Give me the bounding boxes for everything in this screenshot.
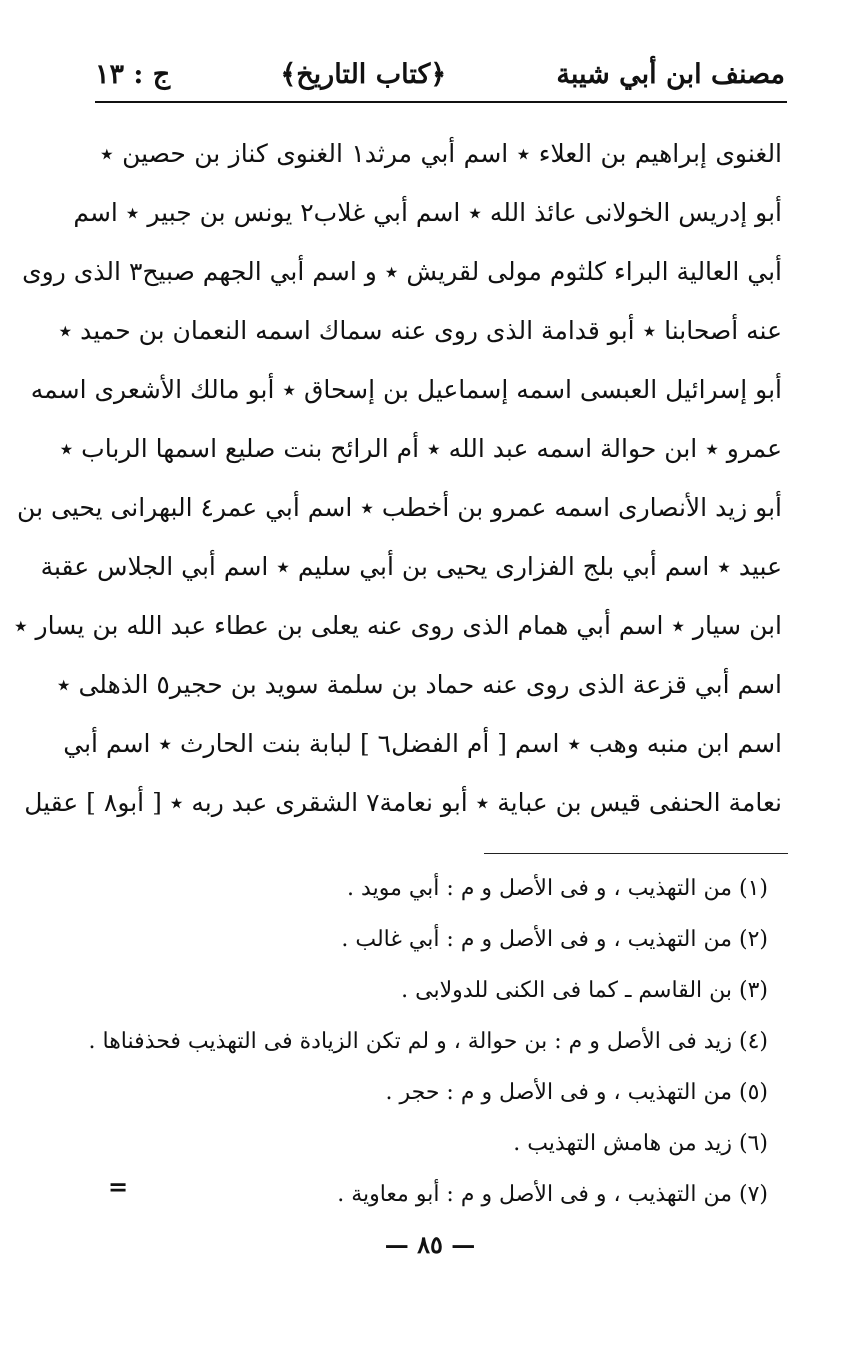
page-number: — ٨٥ — (384, 1230, 476, 1259)
main-text (13, 124, 783, 832)
text-line: عمرو ٭ ابن حوالة اسمه عبد الله ٭ أم الرائح بنت صليع اسمها الرباب ٭ (59, 434, 782, 463)
text-line: أبو زيد الأنصارى اسمه عمرو بن أخطب ٭ اسم أبي عمر٤ البهرانى يحيى بن (17, 493, 782, 522)
text-line: ابن سيار ٭ اسم أبي همام الذى روى عنه يعلى بن عطاء عبد الله بن يسار ٭ (13, 611, 782, 640)
text-line: أبو إدريس الخولانى عائذ الله ٭ اسم أبي غلاب٢ يونس بن جبير ٭ اسم (73, 198, 782, 227)
footnote: (٣) بن القاسم ـ كما فى الكنى للدولابى . (401, 978, 768, 1003)
text-line: أبي العالية البراء كلثوم مولى لقريش ٭ و اسم أبي الجهم صبيح٣ الذى روى (22, 257, 782, 286)
book-title: مصنف ابن أبي شيبة (556, 58, 785, 90)
footnote: (١) من التهذيب ، و فى الأصل و م : أبي مويد . (347, 876, 768, 901)
footnote: (٢) من التهذيب ، و فى الأصل و م : أبي غالب . (341, 927, 768, 952)
text-line: نعامة الحنفى قيس بن عباية ٭ أبو نعامة٧ الشقرى عبد ربه ٭ [ أبو٨ ] عقيل (24, 788, 782, 817)
running-header (95, 50, 785, 98)
footnote: (٤) زيد فى الأصل و م : بن حوالة ، و لم تكن الزيادة فى التهذيب فحذفناها . (88, 1029, 768, 1054)
text-line: اسم ابن منبه وهب ٭ اسم [ أم الفضل٦ ] لبابة بنت الحارث ٭ اسم أبي (63, 729, 782, 758)
volume-number: ج : ١٣ (95, 58, 171, 90)
text-line: اسم أبي قزعة الذى روى عنه حماد بن سلمة سويد بن حجير٥ الذهلى ٭ (56, 670, 782, 699)
text-line: عنه أصحابنا ٭ أبو قدامة الذى روى عنه سماك اسمه النعمان بن حميد ٭ (58, 316, 782, 345)
footnote: (٦) زيد من هامش التهذيب . (513, 1131, 768, 1156)
footnote: (٧) من التهذيب ، و فى الأصل و م : أبو معاوية . (337, 1182, 768, 1207)
header-rule (95, 101, 787, 103)
footnotes (88, 863, 768, 1220)
footnote-rule (484, 853, 788, 854)
section-title: ﴿كتاب التاريخ﴾ (280, 58, 447, 90)
text-line: الغنوى إبراهيم بن العلاء ٭ اسم أبي مرثد١ الغنوى كناز بن حصين ٭ (100, 139, 783, 168)
text-line: أبو إسرائيل العبسى اسمه إسماعيل بن إسحاق ٭ أبو مالك الأشعرى اسمه (30, 375, 782, 404)
continuation-marker: = (108, 1172, 129, 1201)
footnote: (٥) من التهذيب ، و فى الأصل و م : حجر . (385, 1080, 768, 1105)
text-line: عبيد ٭ اسم أبي بلج الفزارى يحيى بن أبي سليم ٭ اسم أبي الجلاس عقبة (40, 552, 782, 581)
